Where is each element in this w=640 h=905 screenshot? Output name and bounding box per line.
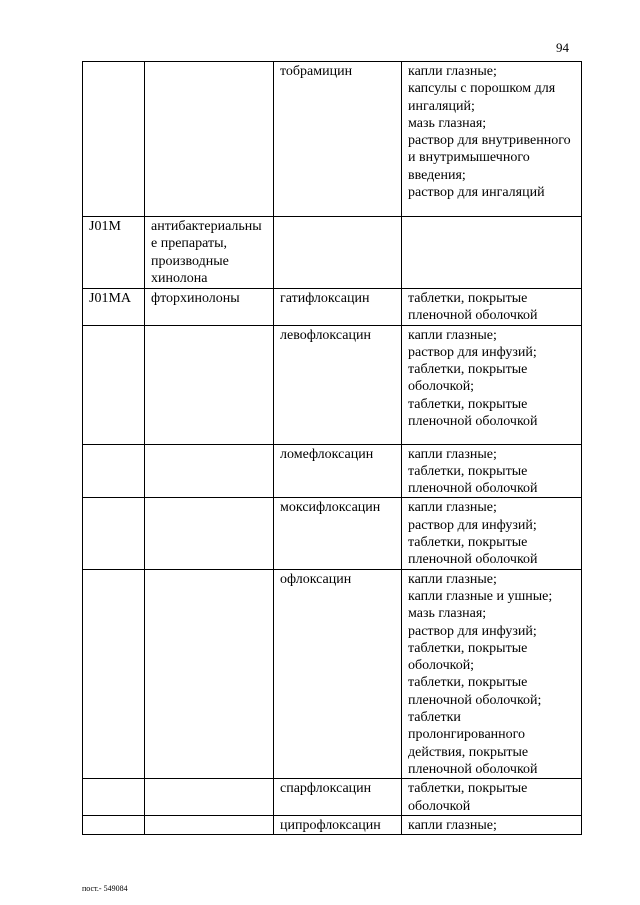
drug-table (82, 61, 582, 835)
dosage-form-item: таблетки, покрытые пленочной оболочкой (408, 463, 538, 497)
dosage-form-item: таблетки, покрытые оболочкой (408, 781, 528, 814)
footer-note: пост.- 549084 (82, 884, 128, 893)
drug-name-cell (274, 217, 402, 289)
group-name-cell (145, 62, 274, 217)
dosage-forms-cell (402, 217, 582, 289)
table-row (83, 325, 582, 444)
dosage-forms-cell (402, 779, 582, 816)
page-number: 94 (556, 40, 569, 55)
dosage-forms-cell (402, 815, 582, 834)
dosage-form-item: капли глазные; (408, 817, 497, 833)
dosage-form-item: таблетки, покрытые пленочной оболочкой; (408, 675, 542, 708)
atc-code-cell: J01M (83, 217, 145, 289)
dosage-forms-cell (402, 62, 582, 217)
dosage-form-item: капли глазные; (408, 64, 497, 79)
group-name-cell: фторхинолоны (145, 289, 274, 326)
group-name-cell (145, 779, 274, 816)
table-row (83, 62, 582, 217)
drug-name-cell: ломефлоксацин (274, 444, 402, 498)
group-name-cell (145, 325, 274, 444)
dosage-form-item: таблетки, покрытые пленочной оболочкой (408, 291, 538, 324)
dosage-form-item: раствор для инфузий; (408, 517, 537, 533)
dosage-form-item: таблетки, покрытые пленочной оболочкой (408, 535, 538, 568)
drug-name-cell: левофлоксацин (274, 325, 402, 444)
table-row (83, 569, 582, 779)
dosage-form-item: капли глазные; (408, 327, 497, 343)
dosage-form-item: мазь глазная; (408, 115, 487, 131)
table-row (83, 779, 582, 816)
dosage-form-item: капли глазные; (408, 446, 497, 462)
dosage-forms-cell (402, 498, 582, 569)
drug-name-cell: тобрамицин (274, 62, 402, 217)
atc-code-cell (83, 62, 145, 217)
dosage-form-item: раствор для ингаляций (408, 185, 545, 201)
table-row (83, 498, 582, 569)
table-row (83, 815, 582, 834)
table-row (83, 217, 582, 289)
table-row (83, 444, 582, 498)
group-name-cell: антибактериальные препараты, производные хинолона (145, 217, 274, 289)
atc-code-cell (83, 325, 145, 444)
group-name-cell (145, 815, 274, 834)
group-name-cell (145, 569, 274, 779)
dosage-forms-cell (402, 569, 582, 779)
dosage-form-item: таблетки пролонгированного действия, покрытые пленочной оболочкой (408, 710, 538, 777)
dosage-form-item: таблетки, покрытые оболочкой; (408, 362, 528, 395)
dosage-form-item: раствор для внутривенного и внутримышечного введения; (408, 133, 571, 183)
drug-name-cell: офлоксацин (274, 569, 402, 779)
table-row (83, 289, 582, 326)
drug-name-cell: ципрофлоксацин (274, 815, 402, 834)
dosage-form-item: капсулы с порошком для ингаляций; (408, 81, 556, 114)
atc-code-cell (83, 815, 145, 834)
dosage-forms-cell (402, 289, 582, 326)
atc-code-cell (83, 444, 145, 498)
dosage-form-item: мазь глазная; (408, 606, 487, 622)
drug-name-cell: спарфлоксацин (274, 779, 402, 816)
group-name-cell (145, 498, 274, 569)
dosage-forms-cell (402, 444, 582, 498)
dosage-form-item: таблетки, покрытые пленочной оболочкой (408, 396, 538, 430)
atc-code-cell (83, 779, 145, 816)
dosage-form-item: капли глазные; (408, 571, 497, 587)
dosage-form-item: раствор для инфузий; (408, 344, 537, 360)
drug-name-cell: гатифлоксацин (274, 289, 402, 326)
drug-name-cell: моксифлоксацин (274, 498, 402, 569)
group-name-cell (145, 444, 274, 498)
dosage-form-item: капли глазные и ушные; (408, 588, 553, 604)
atc-code-cell: J01MA (83, 289, 145, 326)
atc-code-cell (83, 498, 145, 569)
dosage-form-item: таблетки, покрытые оболочкой; (408, 640, 528, 674)
dosage-form-item: капли глазные; (408, 500, 497, 516)
atc-code-cell (83, 569, 145, 779)
dosage-form-item: раствор для инфузий; (408, 623, 537, 639)
dosage-forms-cell (402, 325, 582, 444)
